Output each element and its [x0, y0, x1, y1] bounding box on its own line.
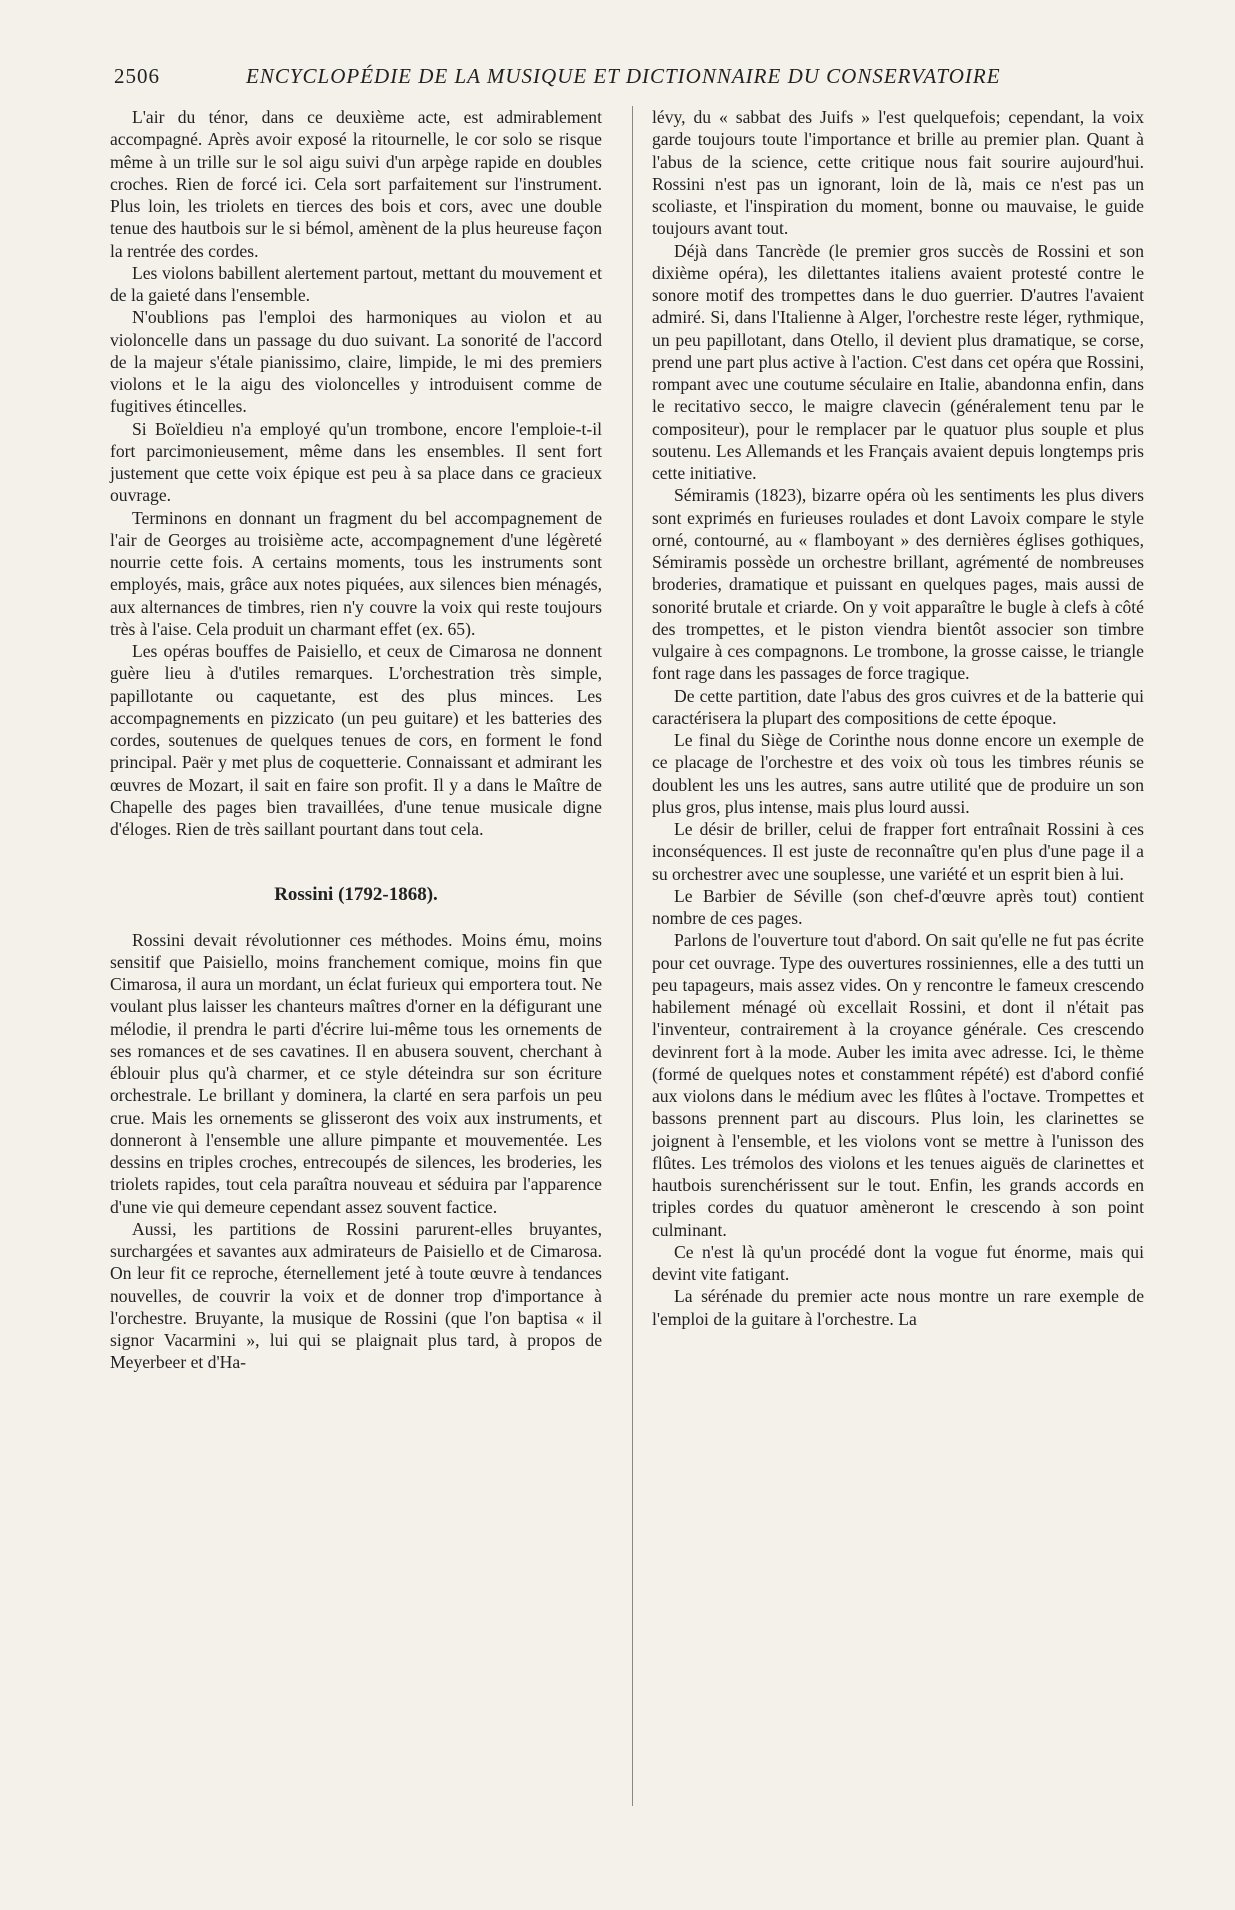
paragraph: La sérénade du premier acte nous montre un rare exemple de l'emploi de la guitare à l'orchestre. La	[652, 1286, 1144, 1329]
running-title: ENCYCLOPÉDIE DE LA MUSIQUE ET DICTIONNAIRE DU CONSERVATOIRE	[246, 64, 1001, 88]
right-column	[652, 106, 1144, 1330]
paragraph: Terminons en donnant un fragment du bel accompagnement de l'air de Georges au troisième acte, accompagnement d'une légèreté nourrie cette fois. A certains moments, tous les instruments sont employés, mais, grâce aux notes piquées, aux silences bien ménagés, aux alternances de timbres, rien n'y couvre la voix qui reste toujours très à l'aise. Cela produit un charmant effet (ex. 65).	[110, 507, 602, 639]
left-column	[110, 106, 602, 1374]
paragraph: Déjà dans Tancrède (le premier gros succès de Rossini et son dixième opéra), les dilettantes italiens avaient protesté contre le sonore motif des trompettes dans le duo guerrier. D'autres l'avaient admiré. Si, dans l'Italienne à Alger, l'orchestre reste léger, rythmique, un peu papillotant, dans Otello, il devient plus dramatique, se corse, prend une part plus active à l'action. C'est dans cet opéra que Rossini, rompant avec une coutume séculaire en Italie, abandonna enfin, dans le recitativo secco, le maigre clavecin (généralement tenu par le compositeur), pour le remplacer par le quatuor plus souple et plus soutenu. Les Allemands et les Français avaient depuis longtemps pris cette initiative.	[652, 240, 1144, 483]
paragraph: Le final du Siège de Corinthe nous donne encore un exemple de ce placage de l'orchestre et des voix où tous les timbres réunis se doublent les uns les autres, sans autre utilité que de produire un son plus gros, plus intense, mais plus lourd aussi.	[652, 730, 1144, 817]
paragraph: Si Boïeldieu n'a employé qu'un trombone, encore l'emploie-t-il fort parcimonieusement, même dans les ensembles. Il sent fort justement que cette voix épique est peu à sa place dans ce gracieux ouvrage.	[110, 418, 602, 506]
paragraph: Le Barbier de Séville (son chef-d'œuvre après tout) contient nombre de ces pages.	[652, 885, 1144, 928]
paragraph: lévy, du « sabbat des Juifs » l'est quelquefois; cependant, la voix garde toujours toute l'importance et brille au premier plan. Quant à l'abus de la science, cette critique nous fait sourire aujourd'hui. Rossini n'est pas un ignorant, loin de là, mais ce n'est pas un scoliaste, et l'inspiration du moment, bonne ou mauvaise, le guide toujours avant tout.	[652, 107, 1144, 239]
paragraph: Aussi, les partitions de Rossini parurent-elles bruyantes, surchargées et savantes aux admirateurs de Paisiello et de Cimarosa. On leur fit ce reproche, éternellement jeté à toute œuvre à tendances nouvelles, de couvrir la voix et de donner trop d'importance à l'orchestre. Bruyante, la musique de Rossini (que l'on baptisa « il signor Vacarmini », lui qui se plaignait plus tard, à propos de Meyerbeer et d'Ha-	[110, 1218, 602, 1373]
section-heading: Rossini (1792-1868).	[274, 884, 438, 906]
paragraph: Les opéras bouffes de Paisiello, et ceux de Cimarosa ne donnent guère lieu à d'utiles remarques. L'orchestration très simple, papillotante ou caquetante, est des plus minces. Les accompagnements en pizzicato (un peu guitare) et les batteries des cordes, soutenues de quelques tenues de cors, en forment le fond principal. Paër y met plus de coquetterie. Connaissant et admirant les œuvres de Mozart, il sait en faire son profit. Il y a dans le Maître de Chapelle des pages bien travaillées, d'une tenue musicale digne d'éloges. Rien de très saillant pourtant dans tout cela.	[110, 641, 602, 839]
paragraph: De cette partition, date l'abus des gros cuivres et de la batterie qui caractérisera la plupart des compositions de cette époque.	[652, 685, 1144, 728]
paragraph: Le désir de briller, celui de frapper fort entraînait Rossini à ces inconséquences. Il est juste de reconnaître qu'en plus d'une page il a su orchestrer avec une souplesse, une variété et un esprit bien à lui.	[652, 819, 1144, 884]
page-header	[110, 62, 1170, 94]
paragraph: Rossini devait révolutionner ces méthodes. Moins ému, moins sensitif que Paisiello, moins franchement comique, moins fin que Cimarosa, il aura un mordant, un éclat furieux qui emportera tout. Ne voulant plus laisser les chanteurs maîtres d'orner en la défigurant une mélodie, il prendra le parti d'écrire lui-même tous les ornements de ses romances et de ses cavatines. Il en abusera souvent, cherchant à éblouir plus qu'à charmer, et ce style déteindra sur son écriture orchestrale. Le brillant y dominera, la clarté en sera parfois un peu crue. Mais les ornements se glisseront des voix aux instruments, et donneront à l'ensemble une allure pimpante et mouvementée. Les dessins en triples croches, entrecoupés de silences, les broderies, les triolets rapides, tout cela paraîtra nouveau et séduira par l'apparence d'une vie qui demeure cependant assez souvent factice.	[110, 929, 602, 1217]
paragraph: Ce n'est là qu'un procédé dont la vogue fut énorme, mais qui devint vite fatigant.	[652, 1241, 1144, 1284]
paragraph: N'oublions pas l'emploi des harmoniques au violon et au violoncelle dans un passage du duo suivant. La sonorité de l'accord de la majeur s'étale pianissimo, claire, limpide, le mi des premiers violons et le la aigu des violoncelles y introduisent comme de fugitives étincelles.	[110, 307, 602, 417]
paragraph: Les violons babillent alertement partout, mettant du mouvement et de la gaieté dans l'ensemble.	[110, 262, 602, 305]
paragraph: Sémiramis (1823), bizarre opéra où les sentiments les plus divers sont exprimés en furieuses roulades et dont Lavoix compare le style orné, contourné, au « flamboyant » des dernières églises gothiques, Sémiramis possède un orchestre brillant, agrémenté de nombreuses broderies, dramatique et puissant en quelques pages, mais aussi de sonorité brutale et criarde. On y voit apparaître le bugle à clefs à côté des trompettes, et le piston viendra bientôt associer son timbre vulgaire à ces compagnons. Le trombone, la grosse caisse, le triangle font rage dans les passages de force tragique.	[652, 485, 1144, 684]
column-divider	[632, 106, 633, 1806]
page-number: 2506	[114, 64, 160, 88]
paragraph: Parlons de l'ouverture tout d'abord. On sait qu'elle ne fut pas écrite pour cet ouvrage. Type des ouvertures rossiniennes, elle a des tutti un peu tapageurs, mais assez vides. On y rencontre le fameux crescendo habilement ménagé où excellait Rossini, et dont il n'était pas l'inventeur, contrairement à la croyance générale. Ces crescendo devinrent fort à la mode. Auber les imita avec adresse. Ici, le thème (formé de quelques notes et constamment répété) est d'abord confié aux violons dans le médium avec les flûtes à l'octave. Trompettes et bassons prennent part au discours. Plus loin, les clarinettes se joignent à l'ensemble, et les violons vont se mettre à l'unisson des flûtes. Les trémolos des violons et les tenues aiguës de clarinettes et hautbois surenchérissent sur le tout. Enfin, les grands accords en triples cordes du quatuor amèneront le crescendo à son point culminant.	[652, 930, 1144, 1240]
paragraph: L'air du ténor, dans ce deuxième acte, est admirablement accompagné. Après avoir exposé la ritournelle, le cor solo se risque même à un trille sur le sol aigu suivi d'un arpège rapide en doubles croches. Rien de forcé ici. Cela sort parfaitement sur l'instrument. Plus loin, les triolets en tierces des bois et cors, avec une double tenue des hautbois sur le si bémol, amènent de la plus heureuse façon la rentrée des cordes.	[110, 107, 602, 261]
